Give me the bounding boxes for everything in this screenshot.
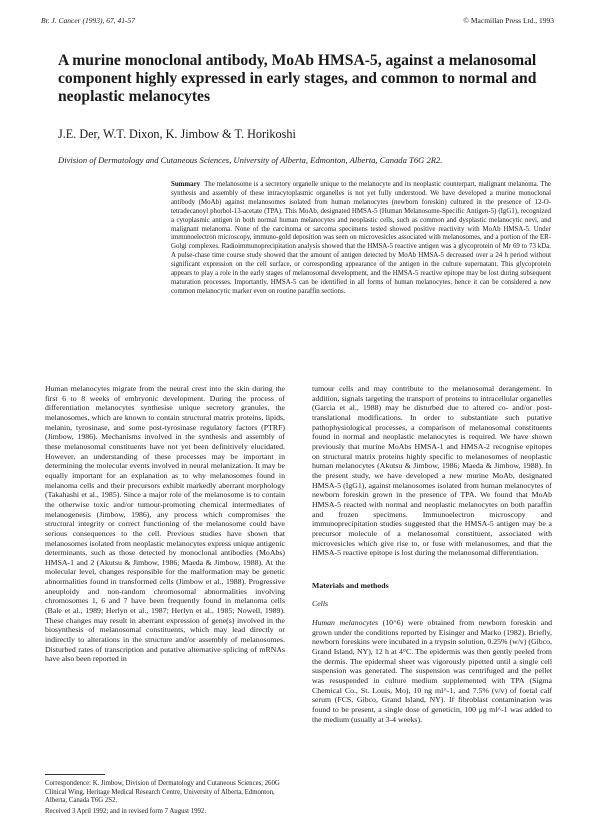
- affiliation: Division of Dermatology and Cutaneous Sciences, University of Alberta, Edmonton, Alberta, Canada T6G 2R2.: [58, 155, 443, 165]
- right-column: [312, 384, 552, 724]
- cells-paragraph: [312, 618, 552, 724]
- summary-label: Summary: [171, 181, 201, 188]
- copyright-notice: © Macmillan Press Ltd., 1993: [463, 16, 554, 25]
- cells-text: (10^6) were obtained from newborn foreskin and grown under the conditions reported by Eisinger and Marko (1982). Briefly, newborn foreskins were incubated in a trypsin solution, 0.25% (w/v) (Gibco, Grand Island, NY), 12 h at 4°C. The epidermis was then gently peeled from the dermis. The epidermal sheet was vigorously pipetted until a single cell suspension was generated. The suspension was centrifuged and the pellet was resuspended in culture medium supplemented with TPA (Sigma Chemical Co., St. Louis, Mo), 10 ng ml^-1, and 7.5% (v/v) of foetal calf serum (FCS, Gibco, Grand Island, NY). If fibroblast contamination was found to be present, a single dose of geneticin, 100 μg ml^-1 was added to the medium (usually at 3-4 weeks).: [312, 618, 552, 724]
- footnote-rule: [45, 774, 105, 775]
- received-note: Received 3 April 1992; and in revised form 7 August 1992.: [45, 808, 207, 816]
- footnote: [45, 780, 285, 817]
- summary-block: [171, 181, 551, 297]
- subsection-heading: Cells: [312, 599, 329, 609]
- section-heading: Materials and methods: [312, 580, 389, 590]
- intro-paragraph: Human melanocytes migrate from the neural crest into the skin during the first 6 to 8 weeks of embryonic development. During the process of differentiation melanocytes synthesise unique secretory granules, the melanosomes, which are known to contain structural matrix proteins, lipids, melanin, tyrosinase, and some post-tyrosinase regulatory factors (PTRF) (Jimbow, 1986). Mechanisms involved in the synthesis and assembly of these melanosomal constituents have not yet been definitively elucidated. However, an understanding of these processes may be important in determining the molecular events involved in neural melanization. It may be equally important for an explanation as to why melanosomes found in melanoma cells and their precursors exhibit markedly aberrant morphology (Takahashi et al., 1985). Since a major role of the melanosome is to contain the otherwise toxic and/or tumour-promoting chemical intermediates of melanogenesis (Jimbow, 1986), any process which compromises the structural integrity or correct functioning of the melanosome could have serious consequences to the cell. Previous studies have shown that melanosomes isolated from neoplastic melanocytes express unique antigenic determinants, such as those detected by monoclonal antibodies (MoAbs) HMSA-1 and 2 (Akutsu & Jimbow, 1986; Maeda & Jimbow, 1988). At the molecular level, changes responsible for the malformation may be genetic abnormalities found in transformed cells (Jimbow et al., 1988). Progressive aneuploidy and non-random chromosomal abnormalities involving chromosomes 1, 6 and 7 have been frequently found in melanoma cells (Bale et al., 1989; Herlyn et al., 1987; Herlyn et al., 1985; Nowell, 1989). These changes may result in aberrant expression of gene(s) involved in the biosynthesis of melanosomal constituents, which may lead directly or indirectly to alterations in the structure and/or assembly of melanosomes. Disturbed rates of transcription and putative alternative splicing of mRNAs have also been reported in: [45, 384, 285, 664]
- author-list: J.E. Der, W.T. Dixon, K. Jimbow & T. Horikoshi: [58, 127, 296, 141]
- journal-citation: Br. J. Cancer (1993), 67, 41-57: [41, 16, 135, 25]
- article-title: A murine monoclonal antibody, MoAb HMSA-5, against a melanosomal component highly expressed in early stages, and common to normal and neoplastic melanocytes: [58, 52, 537, 105]
- summary-text: The melanosome is a secretory organelle unique to the melanocyte and its neoplastic counterpart, malignant melanoma. The synthesis and assembly of these intracytoplasmic organelles is not yet fully understood. We have developed a murine monoclonal antibody (MoAb) against melanosomes isolated from human melanocytes (newborn foreskin) cultured in the presence of 12-O-tetradecanoyl phorbol-13-acetate (TPA). This MoAb, designated HMSA-5 (Human Melanosome-Specific Antigen-5) (IgG1), recognized a cytoplasmic antigen in both normal human melanocytes and neoplastic cells, such as common and dysplastic melanocytic nevi, and malignant melanoma. None of the carcinoma or sarcoma specimens tested showed positive reactivity with MoAb HMSA-5. Under immunoelectron microscopy, immuno-gold deposition was seen on microvesicles associated with melanosomes, and a portion of the ER-Golgi complexes. Radioimmunoprecipitation analysis showed that the HMSA-5 reactive antigen was a glycoprotein of Mr 69 to 73 kDa. A pulse-chase time course study showed that the amount of antigen detected by MoAb HMSA-5 decreased over a 24 h period without significant expression on the cell surface, or corresponding appearance of the antigen in the culture supernatant. This glycoprotein appears to play a role in the early stages of melanosomal development, and the HMSA-5 reactive epitope may be lost during subsequent maturation processes. Importantly, HMSA-5 can be identified in all forms of human melanocytes, hence it can be considered a new common melanocytic marker even on routine paraffin sections.: [171, 181, 551, 295]
- correspondence-note: Correspondence: K. Jimbow, Division of Dermatology and Cutaneous Sciences, 260G Clinical Wing, Heritage Medical Research Centre, University of Alberta, Edmonton, Alberta, Canada T6G 2S2.: [45, 780, 280, 805]
- left-column: [45, 384, 285, 664]
- intro-continuation: tumour cells and may contribute to the melanosomal derangement. In addition, signals targeting the transport of proteins to intracellular organelles (Garcia et al., 1988) may be disturbed due to altered co- and/or post-translational modifications. In order to substantiate such putative pathophysiological processes, a comparison of melanosomal constituents found in normal and neoplastic melanocytes is required. We have shown previously that murine MoAbs HMSA-1 and HMSA-2 recognise epitopes on structural matrix proteins highly specific to melanosomes of neoplastic human melanocytes (Akutsu & Jimbow, 1986; Maeda & Jimbow, 1988). In the present study, we have developed a new murine MoAb, designated HMSA-5 (IgG1), against melanosomes isolated from human melanocytes of newborn foreskin grown in the presence of TPA. We found that MoAb HMSA-5 reacted with normal and neoplastic melanocytes on both paraffin and frozen specimens. Immunoelectron microscopy and immunoprecipitation studies suggested that the HMSA-5 antigen may be a precursor molecule of a melanosomal constituent, associated with microvesicles which give rise to, or fuse with melanosomes, and that the HMSA-5 reactive epitope is lost during the melanosomal differentiation.: [312, 384, 552, 558]
- cells-lead: Human melanocytes: [312, 618, 379, 628]
